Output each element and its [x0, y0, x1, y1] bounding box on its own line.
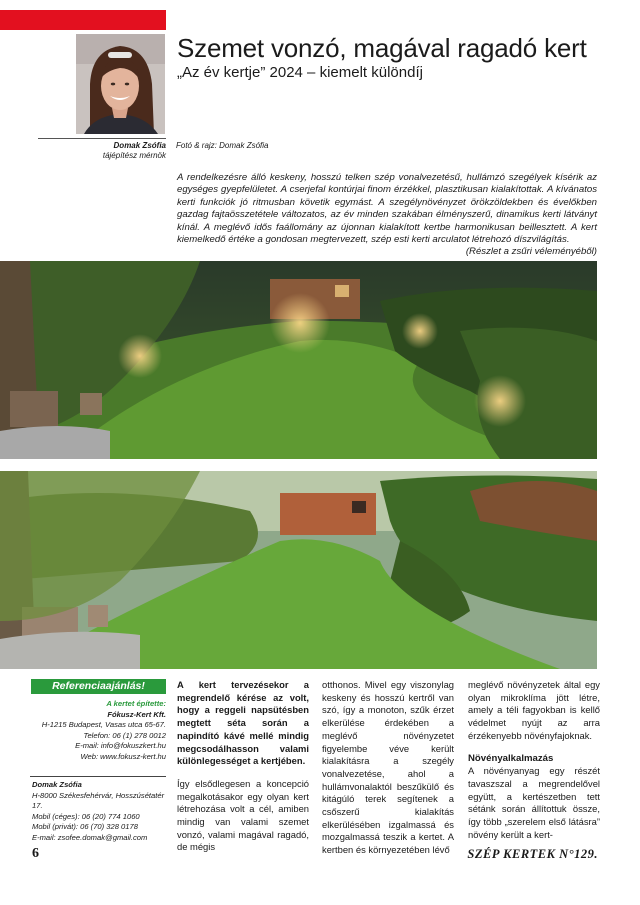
- article-title: Szemet vonzó, magával ragadó kert: [177, 33, 587, 63]
- body-column-3: [468, 679, 600, 851]
- builder-info: [30, 699, 166, 762]
- builder-address: H-1215 Budapest, Vasas utca 65-67.: [41, 720, 166, 729]
- page-number: 6: [32, 846, 39, 861]
- body-col1-text: Így elsődlegesen a koncepció megalkotásakor egy olyan kert létrehozása volt a cél, amiben mindig van valami szemet vonzó, valami magával ragadó, de mégis: [177, 777, 309, 853]
- contact-address: H-8000 Székesfehérvár, Hosszúsétatér 17.: [32, 790, 165, 810]
- section-heading-plants: Növényalkalmazás: [468, 752, 554, 764]
- magazine-name: SZÉP KERTEK N°129.: [467, 847, 598, 861]
- contact-divider: [30, 776, 166, 777]
- body-col2-text: otthonos. Mivel egy viszonylag keskeny és hosszú kertről van szó, így a monoton, szűk érzet elkerülése érdekében a meglévő növényzetet figyelembe véve került kialakításra a szegély vonalvezetése, ahol a hullámvonalaktól beszűkülő és kitágúló terek segítenek a csőszerű kialakítás elkerülésében izgalmassá és mozgalmassá teszik a kertet. A kertben és környezetében lévő: [322, 679, 454, 856]
- photo-credit: Fotó & rajz: Domak Zsófia: [176, 141, 269, 150]
- builder-company: Fókusz-Kert Kft.: [107, 709, 166, 719]
- builder-web[interactable]: Web: www.fokusz-kert.hu: [80, 751, 166, 761]
- author-name: Domak Zsófia: [113, 141, 166, 150]
- lead-source: (Részlet a zsűri véleményéből): [465, 246, 597, 258]
- contact-mobile-private: Mobil (privát): 06 (70) 328 0178: [32, 822, 138, 831]
- lead-text: A rendelkezésre álló keskeny, hosszú telken szép vonalvezetésű, hullámzó szegélyek kísérik az egységes gyepfelületet. A cserjefal kontúrjai finom érzékkel, plasztikusan kialakítottak. A kívánatos kerti funkciók jó ritmusban követik egymást. A szegélynövényzet örökzöldekben és évelőkben gazdag fajtaösszetétele változatos, az év minden szakában élményszerű, dinamikus kerti látványt kínál. A meglévő idős faállomány az újonnan kialakított kertbe harmonikusan beillesztett. A kert kiemelkedő értéke a gondosan megtervezett, szép esti kerti arculatot létrehozó díszvilágítás.: [177, 172, 597, 246]
- red-accent-bar: [0, 10, 166, 30]
- body-intro-bold: A kert tervezésekor a megrendelő kérése az volt, hogy a reggeli napsütésben megtett séta során a napindító kávé mellé mindig megcsodálhasson valami különlegességet a kertjében.: [177, 679, 309, 767]
- author-contact: [32, 780, 168, 843]
- garden-photo-daytime: [0, 471, 597, 669]
- body-col3-text: meglévő növényzetek által egy olyan mikroklíma jött létre, amely a téli fagyokban is kellő védelmet nyújt az arra érzékenyebb növényfajoknak.: [468, 679, 600, 741]
- author-divider: [38, 138, 166, 139]
- author-role: tájépítész mérnök: [102, 151, 166, 160]
- article-subtitle: „Az év kertje” 2024 – kiemelt különdíj: [177, 64, 423, 81]
- body-col3-text2: A növényanyag egy részét tavaszszal a megrendelővel együtt, a kertészetben tett sétánk során állítottuk össze, így több „szerelem első látásra” növény került a kert-: [468, 765, 600, 840]
- body-column-2: [322, 679, 454, 867]
- builder-phone: Telefon: 06 (1) 278 0012: [83, 730, 166, 740]
- lead-paragraph: [177, 172, 597, 259]
- reference-heading: Referenciaajánlás!: [31, 679, 166, 694]
- contact-email[interactable]: E-mail: zsofee.domak@gmail.com: [32, 832, 148, 842]
- contact-name: Domak Zsófia: [32, 780, 82, 789]
- body-column-1: [177, 679, 309, 864]
- builder-label: A kertet építette:: [106, 699, 166, 708]
- author-portrait: [76, 34, 165, 134]
- builder-email[interactable]: E-mail: info@fokuszkert.hu: [75, 741, 166, 750]
- garden-photo-evening: [0, 261, 597, 459]
- contact-mobile-work: Mobil (céges): 06 (20) 774 1060: [32, 811, 140, 821]
